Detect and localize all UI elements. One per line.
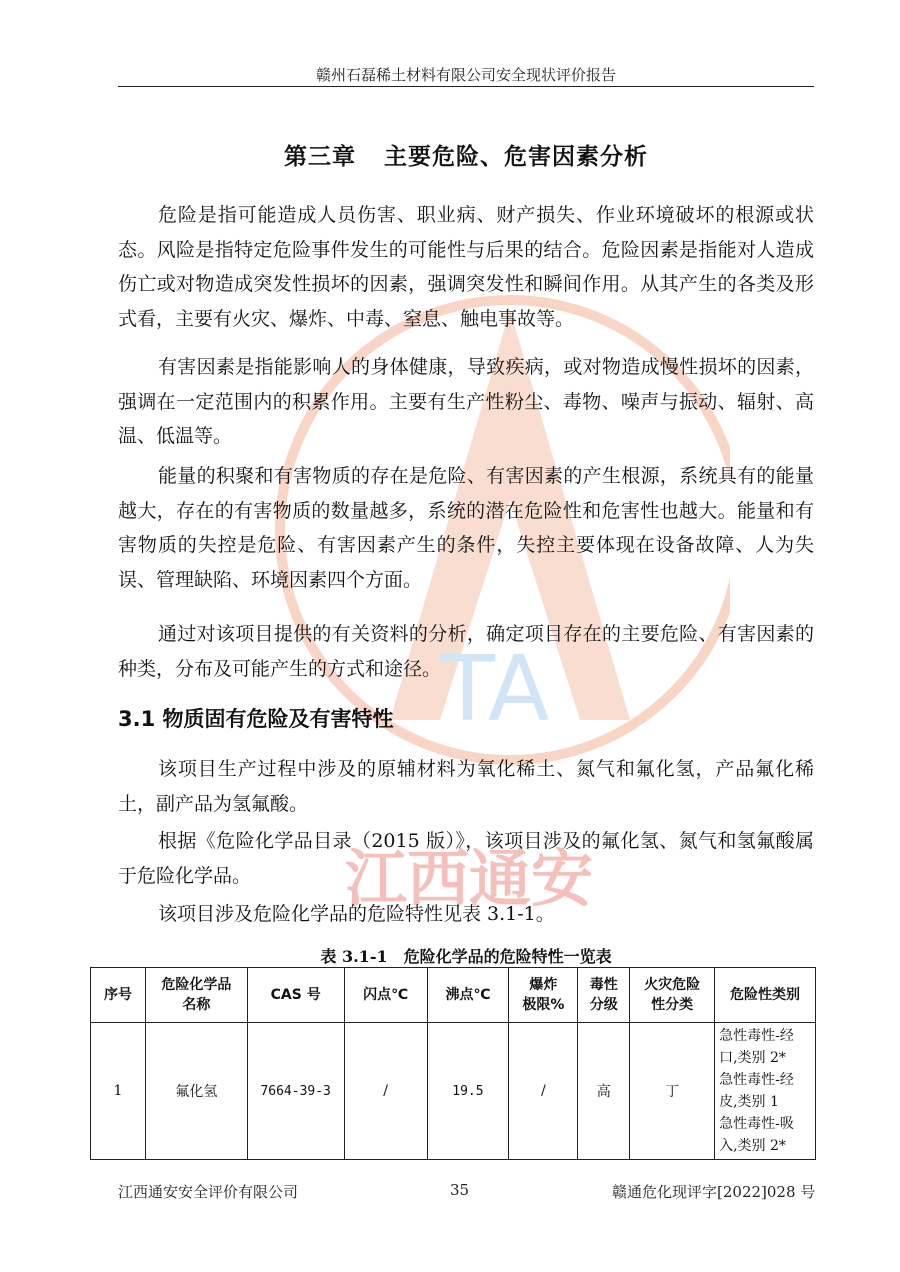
header-explosive: 爆炸 极限%	[509, 968, 578, 1023]
header-boil: 沸点℃	[427, 968, 509, 1023]
section-paragraph: 该项目涉及危险化学品的危险特性见表 3.1-1。	[158, 903, 555, 925]
cell-boil: 19.5	[427, 1023, 509, 1160]
header-cas: CAS 号	[247, 968, 344, 1023]
category-item: 急性毒性-经皮,类别 1	[719, 1072, 794, 1110]
intro-paragraph: 有害因素是指能影响人的身体健康，导致疾病，或对物造成慢性损坏的因素，强调在一定范围内的积累作用。主要有生产性粉尘、毒物、噪声与振动、辐射、高温、低温等。	[118, 356, 814, 447]
report-header: 赣州石磊稀土材料有限公司安全现状评价报告	[315, 66, 616, 84]
table-caption: 表 3.1-1 危险化学品的危险特性一览表	[320, 947, 612, 966]
header-seq: 序号	[91, 968, 146, 1023]
footer-doc-number: 赣通危化现评字[2022]028 号	[612, 1183, 816, 1201]
header-divider	[118, 86, 814, 87]
cell-flash: /	[344, 1023, 427, 1160]
intro-paragraph: 危险是指可能造成人员伤害、职业病、财产损失、作业环境破坏的根源或状态。风险是指特定危险事件发生的可能性与后果的结合。危险因素是指能对人造成伤亡或对物造成突发性损坏的因素，强调突发性和瞬间作用。从其产生的各类及形式看，主要有火灾、爆炸、中毒、窒息、触电事故等。	[118, 204, 814, 330]
cell-seq: 1	[91, 1023, 146, 1160]
cell-name: 氟化氢	[145, 1023, 247, 1160]
header-category: 危险性类别	[715, 968, 816, 1023]
chapter-number: 第三章	[284, 144, 356, 170]
watermark-letters: TA	[440, 637, 550, 742]
section-title: 3.1 物质固有危险及有害特性	[118, 707, 394, 731]
category-item: 急性毒性-经口,类别 2*	[719, 1028, 794, 1066]
header-toxicity: 毒性 分级	[578, 968, 630, 1023]
section-paragraph: 根据《危险化学品目录（2015 版）》，该项目涉及的氟化氢、氮气和氢氟酸属于危险化学品。	[118, 830, 814, 887]
cell-explosive: /	[509, 1023, 578, 1160]
header-flash: 闪点℃	[344, 968, 427, 1023]
chapter-title	[118, 138, 814, 171]
watermark-text: 江西通安	[345, 842, 594, 915]
cell-category	[715, 1023, 816, 1160]
cell-fire: 丁	[630, 1023, 715, 1160]
intro-paragraph: 能量的积聚和有害物质的存在是危险、有害因素的产生根源，系统具有的能量越大，存在的有害物质的数量越多，系统的潜在危险性和危害性也越大。能量和有害物质的失控是危险、有害因素产生的条件，失控主要体现在设备故障、人为失误、管理缺陷、环境因素四个方面。	[118, 465, 814, 591]
category-item: 急性毒性-吸入,类别 2*	[719, 1116, 794, 1154]
table-header-row	[91, 968, 816, 1023]
cell-cas: 7664-39-3	[247, 1023, 344, 1160]
table-row	[91, 1023, 816, 1160]
footer-company: 江西通安安全评价有限公司	[118, 1183, 299, 1201]
chapter-name: 主要危险、危害因素分析	[384, 144, 648, 170]
section-paragraph: 该项目生产过程中涉及的原辅材料为氧化稀土、氮气和氟化氢，产品氟化稀土，副产品为氢氟酸。	[118, 758, 814, 815]
header-name: 危险化学品 名称	[145, 968, 247, 1023]
page-number: 35	[450, 1181, 470, 1199]
intro-paragraph: 通过对该项目提供的有关资料的分析，确定项目存在的主要危险、有害因素的种类，分布及可能产生的方式和途径。	[118, 623, 814, 680]
cell-toxicity: 高	[578, 1023, 630, 1160]
hazard-table	[90, 967, 816, 1160]
header-fire: 火灾危险 性分类	[630, 968, 715, 1023]
